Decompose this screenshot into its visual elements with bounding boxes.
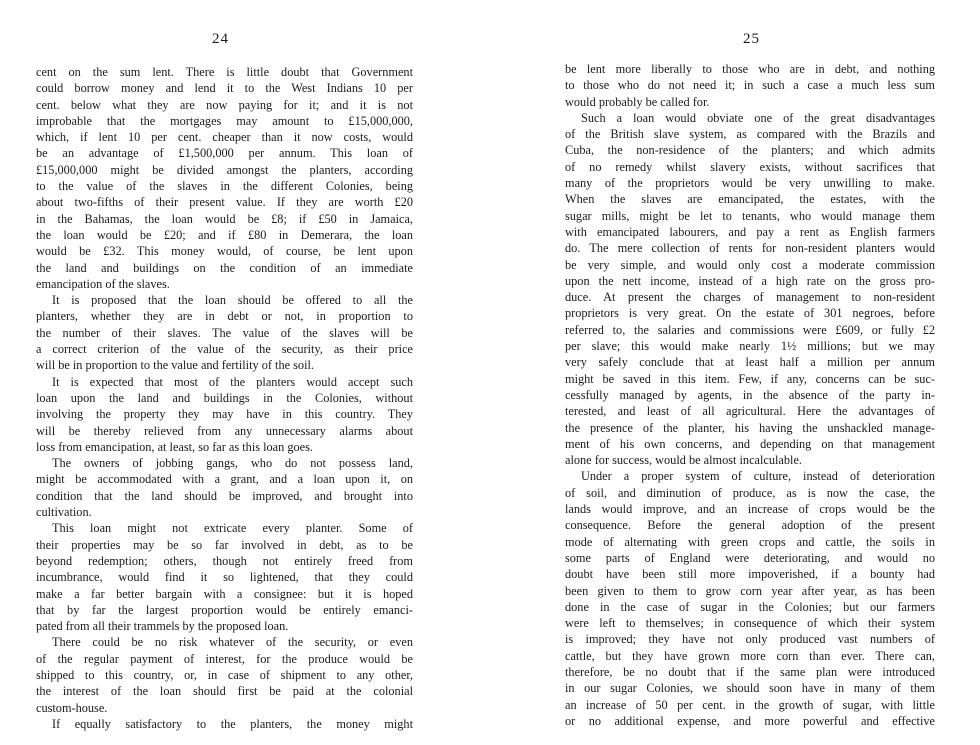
text-line: an increase of 50 per cent. in the growth of sugar, with little [565,697,935,712]
text-line: been given to them to grow corn year after year, as has been [565,583,935,598]
text-line: do. The mere collection of rents for non-resident planters would [565,241,935,256]
text-line: very safely conclude that at least half a million per annum [565,355,935,370]
text-line: There could be no risk whatever of the security, or even [52,635,413,650]
text-line: done in the case of sugar in the Colonies; but our farmers [565,599,935,614]
text-line: were left to themselves; in consequence of which their system [565,616,935,631]
text-line: When the slaves are emancipated, the estates, with the [565,192,935,207]
text-line: pated from all their trammels by the proposed loan. [36,619,289,634]
text-line: mode of alternating with green crops and cattle, the soils in [565,534,935,549]
text-line: upon the nett income, instead of a high rate on the gross pro- [565,273,935,288]
text-line: the interest of the loan should first be paid at the colonial [36,684,413,699]
text-line: about two-fifths of their present value. If they are worth £20 [36,195,413,210]
text-line: be very simple, and would only cost a moderate commission [565,257,935,272]
text-line: improbable that the mortgages may amount to £15,000,000, [36,113,413,128]
text-line: emancipation of the slaves. [36,276,170,291]
text-line: £15,000,000 might be divided amongst the planters, according [36,162,413,177]
text-line: of the British slave system, as compared with the Brazils and [565,127,935,142]
text-line: Cuba, the non-residence of the planters; and which admits [565,143,935,158]
text-line: custom-house. [36,700,108,715]
text-line: in our sugar Colonies, we should soon have in many of them [565,681,935,696]
text-line: Under a proper system of culture, instead of deterioration [581,469,935,484]
text-line: doubt have been still more impoverished, if a bounty had [565,567,935,582]
text-line: sugar mills, might be let to tenants, who would manage them [565,208,935,223]
text-line: The owners of jobbing gangs, who do not possess land, [52,456,413,471]
text-line: some parts of England were deteriorating, and would no [565,550,935,565]
text-line: alone for success, would be almost incalculable. [565,453,802,468]
text-line: or no additional expense, and more powerful and effective [565,713,935,728]
body-text [565,61,935,729]
text-line: many of the proprietors would be very unwilling to make. [565,176,935,191]
page-number: 24 [212,31,229,47]
text-line: If equally satisfactory to the planters, the money might [52,716,413,731]
text-line: ment of his own concerns, and depending on that management [565,436,935,451]
text-line: terested, and least of all agricultural. Here the advantages of [565,404,935,419]
text-line: of no remedy whilst slavery exists, without sacrifices that [565,159,935,174]
text-line: It is proposed that the loan should be offered to all the [52,293,413,308]
text-line: to the value of the slaves in the different Colonies, being [36,179,413,194]
page-number: 25 [743,31,760,47]
text-line: cent. below what they are now paying for it; and it is not [36,97,413,112]
text-line: loan upon the land and buildings in the Colonies, without [36,390,413,405]
text-line: It is expected that most of the planters would accept such [52,374,413,389]
text-line: per slave; this would make nearly 1½ millions; but we may [565,339,935,354]
text-line: loss from emancipation, at least, so far as this loan goes. [36,439,313,454]
text-line: could borrow money and lend it to the West Indians 10 per [36,81,413,96]
text-line: involving the property they may have in this country. They [36,407,413,422]
text-line: shipped to this country, or, in case of shipment to any other, [36,667,413,682]
text-line: a correct criterion of the value of the security, as their price [36,342,413,357]
text-line: of the regular payment of interest, for the produce would be [36,651,413,666]
text-line: would probably be called for. [565,94,710,109]
text-line: cent on the sum lent. There is little doubt that Government [36,65,413,79]
text-line: condition that the land should be improved, and brought into [36,488,413,503]
text-line: is improved; they have not only produced vast numbers of [565,632,935,647]
text-line: referred to, the salaries and commissions were £609, or fully £2 [565,322,935,337]
text-line: might be accommodated with a grant, and a loan upon it, on [36,472,413,487]
text-line: proprietors is very great. On the estate of 301 negroes, before [565,306,935,321]
text-line: cessfully managed by agents, in the absence of the party in- [565,387,935,402]
text-line: planters, whether they are in debt or not, in proportion to [36,309,413,324]
text-line: beyond redemption; others, though not entirely freed from [36,553,413,568]
text-line: would be £32. This money would, of course, be lent upon [36,244,413,259]
text-line: This loan might not extricate every planter. Some of [52,521,413,536]
text-line: will be thereby relieved from any unnecessary alarms about [36,423,413,438]
text-line: to those who do not need it; in such a case a much less sum [565,78,935,93]
text-line: consequence. Before the general adoption of the present [565,518,935,533]
text-line: the land and buildings on the condition of an immediate [36,260,413,275]
text-line: lands would improve, and an increase of crops would be the [565,502,935,517]
text-line: the number of their slaves. The value of the slaves will be [36,325,413,340]
text-line: make a far better bargain with a consignee: but it is hoped [36,586,413,601]
text-line: that by far the largest proportion would be entirely emanci- [36,602,413,617]
text-line: cattle, but they have grown more corn than ever. There can, [565,648,935,663]
text-line: incumbrance, would find it so lightened, that they could [36,570,413,585]
text-line: with emancipated labourers, and pay a rent as English farmers [565,224,935,239]
text-line: in the Bahamas, the loan would be £8; if £50 in Jamaica, [36,211,413,226]
text-line: Such a loan would obviate one of the great disadvantages [581,110,935,125]
text-line: will be in proportion to the value and fertility of the soil. [36,358,314,373]
text-line: duce. At present the charges of management to non-resident [565,290,935,305]
body-text [36,64,413,732]
text-line: their properties may be so far involved in debt, as to be [36,537,413,552]
text-line: cultivation. [36,505,92,520]
text-line: the loan would be £20; and if £80 in Demerara, the loan [36,227,413,242]
text-line: therefore, be no doubt that if the same plan were introduced [565,664,935,679]
text-line: be an advantage of £1,500,000 per annum. This loan of [36,146,413,161]
text-line: of soil, and diminution of produce, as is now the case, the [565,485,935,500]
text-line: be lent more liberally to those who are in debt, and nothing [565,62,935,76]
text-line: which, if lent 10 per cent. cheaper than it now costs, would [36,130,413,145]
text-line: might be saved in this item. Few, if any, concerns can be suc- [565,371,935,386]
right-page [490,0,980,745]
text-line: the presence of the planter, his having the unshackled manage- [565,420,935,435]
